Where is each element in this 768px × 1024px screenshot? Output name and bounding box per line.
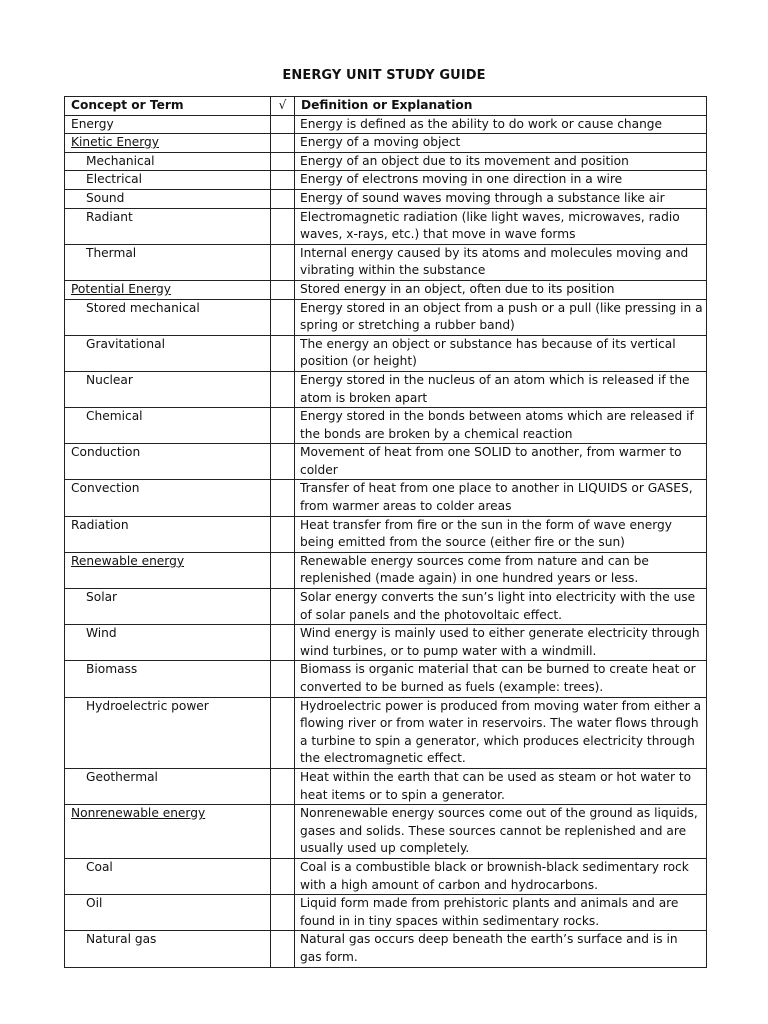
table-row xyxy=(65,335,707,371)
check-cell[interactable] xyxy=(271,444,295,480)
table-header-row xyxy=(65,97,707,116)
table-row xyxy=(65,189,707,208)
check-cell[interactable] xyxy=(271,134,295,153)
definition-cell: Energy stored in the nucleus of an atom which is released if the atom is broken apart xyxy=(295,371,707,407)
table-row xyxy=(65,299,707,335)
term-cell: Oil xyxy=(65,895,271,931)
definition-cell: Movement of heat from one SOLID to another, from warmer to colder xyxy=(295,444,707,480)
table-row xyxy=(65,858,707,894)
definition-cell: Energy of a moving object xyxy=(295,134,707,153)
term-cell xyxy=(65,134,271,153)
header-definition: Definition or Explanation xyxy=(295,97,707,116)
term-cell: Electrical xyxy=(65,171,271,190)
term-cell: Thermal xyxy=(65,244,271,280)
definition-cell: Energy stored in the bonds between atoms which are released if the bonds are broken by a chemical reaction xyxy=(295,408,707,444)
table-row xyxy=(65,408,707,444)
table-row xyxy=(65,697,707,768)
term-cell xyxy=(65,552,271,588)
term-cell xyxy=(65,280,271,299)
term-cell: Biomass xyxy=(65,661,271,697)
definition-cell: Electromagnetic radiation (like light waves, microwaves, radio waves, x-rays, etc.) that move in wave forms xyxy=(295,208,707,244)
definition-cell: Energy of sound waves moving through a substance like air xyxy=(295,189,707,208)
definition-cell: Energy is defined as the ability to do work or cause change xyxy=(295,115,707,134)
check-cell[interactable] xyxy=(271,858,295,894)
table-row xyxy=(65,208,707,244)
definition-cell: Energy stored in an object from a push or a pull (like pressing in a spring or stretching a rubber band) xyxy=(295,299,707,335)
term-cell: Gravitational xyxy=(65,335,271,371)
table-row xyxy=(65,371,707,407)
check-cell[interactable] xyxy=(271,280,295,299)
term-cell: Wind xyxy=(65,625,271,661)
term-cell: Mechanical xyxy=(65,152,271,171)
term-cell: Energy xyxy=(65,115,271,134)
definition-cell: Wind energy is mainly used to either generate electricity through wind turbines, or to pump water with a windmill. xyxy=(295,625,707,661)
check-cell[interactable] xyxy=(271,171,295,190)
header-concept-or-term: Concept or Term xyxy=(65,97,271,116)
check-cell[interactable] xyxy=(271,516,295,552)
term-cell: Hydroelectric power xyxy=(65,697,271,768)
table-row xyxy=(65,661,707,697)
check-cell[interactable] xyxy=(271,589,295,625)
table-row xyxy=(65,171,707,190)
table-row xyxy=(65,895,707,931)
term-cell: Stored mechanical xyxy=(65,299,271,335)
check-cell[interactable] xyxy=(271,895,295,931)
table-row xyxy=(65,134,707,153)
term-cell: Conduction xyxy=(65,444,271,480)
check-cell[interactable] xyxy=(271,768,295,804)
table-row xyxy=(65,480,707,516)
definition-cell: Internal energy caused by its atoms and molecules moving and vibrating within the substance xyxy=(295,244,707,280)
term-cell: Chemical xyxy=(65,408,271,444)
definition-cell: Stored energy in an object, often due to its position xyxy=(295,280,707,299)
table-row xyxy=(65,244,707,280)
definition-cell: Biomass is organic material that can be burned to create heat or converted to be burned as fuels (example: trees). xyxy=(295,661,707,697)
definition-cell: Heat within the earth that can be used as steam or hot water to heat items or to spin a generator. xyxy=(295,768,707,804)
term-cell: Radiant xyxy=(65,208,271,244)
definition-cell: Energy of an object due to its movement and position xyxy=(295,152,707,171)
term-text: Kinetic Energy xyxy=(71,135,160,150)
study-guide-table xyxy=(64,96,707,968)
definition-cell: Natural gas occurs deep beneath the earth’s surface and is in gas form. xyxy=(295,931,707,967)
table-row xyxy=(65,444,707,480)
check-cell[interactable] xyxy=(271,625,295,661)
definition-cell: Transfer of heat from one place to another in LIQUIDS or GASES, from warmer areas to colder areas xyxy=(295,480,707,516)
term-text: Renewable energy xyxy=(71,553,185,568)
check-cell[interactable] xyxy=(271,244,295,280)
check-cell[interactable] xyxy=(271,189,295,208)
check-cell[interactable] xyxy=(271,115,295,134)
definition-cell: Heat transfer from fire or the sun in the form of wave energy being emitted from the source (either fire or the sun) xyxy=(295,516,707,552)
table-row xyxy=(65,152,707,171)
table-row xyxy=(65,931,707,967)
check-cell[interactable] xyxy=(271,480,295,516)
term-cell: Sound xyxy=(65,189,271,208)
term-cell: Natural gas xyxy=(65,931,271,967)
definition-cell: Energy of electrons moving in one direction in a wire xyxy=(295,171,707,190)
term-cell xyxy=(65,805,271,859)
check-cell[interactable] xyxy=(271,152,295,171)
term-cell: Solar xyxy=(65,589,271,625)
check-cell[interactable] xyxy=(271,335,295,371)
definition-cell: Hydroelectric power is produced from moving water from either a flowing river or from water in reservoirs. The water flows through a turbine to spin a generator, which produces electricity through the electromagnetic effect. xyxy=(295,697,707,768)
definition-cell: Solar energy converts the sun’s light into electricity with the use of solar panels and the photovoltaic effect. xyxy=(295,589,707,625)
table-row xyxy=(65,552,707,588)
term-cell: Convection xyxy=(65,480,271,516)
check-cell[interactable] xyxy=(271,661,295,697)
document-title: ENERGY UNIT STUDY GUIDE xyxy=(282,68,486,83)
term-cell: Radiation xyxy=(65,516,271,552)
table-row xyxy=(65,625,707,661)
term-text: Nonrenewable energy xyxy=(71,806,206,821)
term-cell: Nuclear xyxy=(65,371,271,407)
term-cell: Geothermal xyxy=(65,768,271,804)
table-row xyxy=(65,589,707,625)
table-row xyxy=(65,768,707,804)
header-checkmark: √ xyxy=(271,97,295,116)
check-cell[interactable] xyxy=(271,208,295,244)
term-cell: Coal xyxy=(65,858,271,894)
definition-cell: Nonrenewable energy sources come out of the ground as liquids, gases and solids. These sources cannot be replenished and are usually used up completely. xyxy=(295,805,707,859)
check-cell[interactable] xyxy=(271,931,295,967)
table-row xyxy=(65,280,707,299)
definition-cell: Coal is a combustible black or brownish-black sedimentary rock with a high amount of carbon and hydrocarbons. xyxy=(295,858,707,894)
check-cell[interactable] xyxy=(271,408,295,444)
definition-cell: The energy an object or substance has because of its vertical position (or height) xyxy=(295,335,707,371)
check-cell[interactable] xyxy=(271,299,295,335)
check-cell[interactable] xyxy=(271,697,295,768)
check-cell[interactable] xyxy=(271,371,295,407)
definition-cell: Renewable energy sources come from nature and can be replenished (made again) in one hundred years or less. xyxy=(295,552,707,588)
check-cell[interactable] xyxy=(271,805,295,859)
table-row xyxy=(65,805,707,859)
check-cell[interactable] xyxy=(271,552,295,588)
table-row xyxy=(65,516,707,552)
term-text: Potential Energy xyxy=(71,281,171,296)
definition-cell: Liquid form made from prehistoric plants and animals and are found in in tiny spaces within sedimentary rocks. xyxy=(295,895,707,931)
table-row xyxy=(65,115,707,134)
